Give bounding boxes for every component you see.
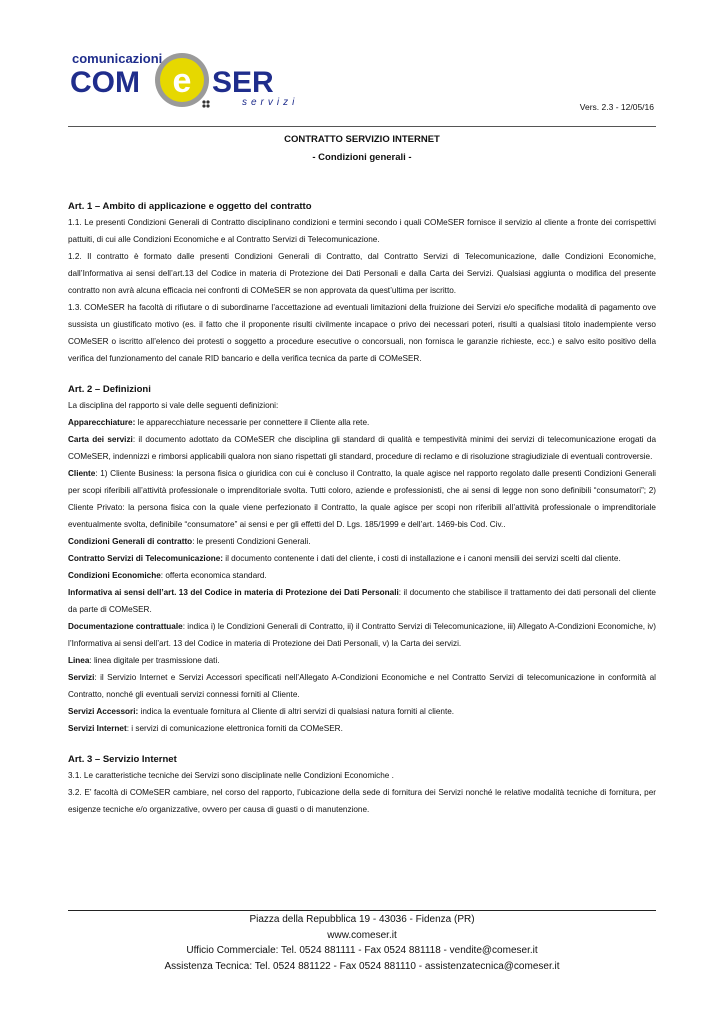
header-divider bbox=[68, 126, 656, 127]
logo-top-text: comunicazioni bbox=[72, 51, 163, 66]
art3-p2: 3.2. E’ facoltà di COMeSER cambiare, nel corso del rapporto, l’ubicazione della sede di fornitura dei Servizi nonché le relative modalità tecniche di fornitura, per esigenze tecniche e/o organizzative, ovvero per causa di guasti o di manutenzione. bbox=[68, 788, 656, 814]
document-subtitle: - Condizioni generali - bbox=[312, 152, 412, 163]
logo-sub-text: servizi bbox=[242, 97, 299, 108]
art3-p1: 3.1. Le caratteristiche tecniche dei Servizi sono disciplinate nelle Condizioni Economiche . bbox=[68, 771, 394, 780]
footer-website: www.comeser.it bbox=[327, 929, 397, 941]
definition-item: Documentazione contrattuale: indica i) le Condizioni Generali di Contratto, ii) il Contratto Servizi di Telecomunicazione, iii) Allegato A-Condizioni Economiche, iv) l’Informativa ai sensi dell’art. 13 del Codice in materia di Protezione dei Dati Personali, v) la Carta dei servizi. bbox=[68, 622, 656, 648]
definition-item: Servizi: il Servizio Internet e Servizi Accessori specificati nell’Allegato A-Condizioni Economiche e nel Contratto Servizi di telecomunicazione in conformità al Contratto, nonché gli eventuali servizi connessi forniti al Cliente. bbox=[68, 673, 656, 699]
definition-item: Contratto Servizi di Telecomunicazione: il documento contenente i dati del cliente, i costi di installazione e i canoni mensili dei servizi scelti dal cliente. bbox=[68, 554, 621, 563]
art1-p3: 1.3. COMeSER ha facoltà di rifiutare o di subordinarne l’accettazione ad eventuali limitazioni della fruizione dei Servizi e/o specifiche modalità di pagamento ove sussista un giustificato motivo (es. il fatto che il proponente risulti civilmente incapace o privo dei necessari poteri, risulti a qualsiasi titolo inadempiente verso COMeSER o iscritto all’elenco dei protesti o soggetto a procedure esecutive o concorsuali, non fornisca le garanzie richieste, ecc.) e salvo esito positivo della verifica del funzionamento del canale RID bancario e della verifica tecnica da parte di COMeSER. bbox=[68, 303, 656, 363]
art2-heading: Art. 2 – Definizioni bbox=[68, 384, 151, 395]
logo-com-text: COM bbox=[70, 66, 140, 99]
art1-p1: 1.1. Le presenti Condizioni Generali di Contratto disciplinano condizioni e termini secondo i quali COMeSER fornisce il servizio al cliente a fronte dei corrispettivi pattuiti, di cui alle Condizioni Economiche e al Contratto Servizi di Telecomunicazione. bbox=[68, 218, 656, 244]
definition-item: Cliente: 1) Cliente Business: la persona fisica o giuridica con cui è concluso il Contratto, la quale agisce nel rapporto regolato dalle presenti Condizioni Generali per scopi riferibili all’attività professionale o imprenditoriale svolta. Tutti coloro, aziende e professionisti, che ai sensi di legge non sono definibili “consumatori”; 2) Cliente Privato: la persona fisica con la quale viene perfezionato il Contratto, la quale agisce per scopi non riferibili all’attività professionale o imprenditoriale eventualmente svolta, definibile “consumatore” ai sensi e per gli effetti del D. Lgs. 185/1999 e dell’art. 1469-bis Cod. Civ.. bbox=[68, 469, 656, 529]
art2-intro: La disciplina del rapporto si vale delle seguenti definizioni: bbox=[68, 401, 279, 410]
contract-body bbox=[68, 200, 656, 818]
definition-item: Linea: linea digitale per trasmissione dati. bbox=[68, 656, 220, 665]
art1-p2: 1.2. Il contratto è formato dalle presenti Condizioni Generali di Contratto, dal Contratto Servizi di Telecomunicazione, dalle Condizioni Economiche, dall’Informativa ai sensi dell’art.13 del Codice in materia di Protezione dei Dati Personali e dalla Carta dei Servizi. Qualsiasi aggiunta o modifica del presente contratto non avrà alcuna efficacia nei confronti di COMeSER se non approvata da quest’ultima per iscritto. bbox=[68, 252, 656, 295]
definition-item: Apparecchiature: le apparecchiature necessarie per connettere il Cliente alla rete. bbox=[68, 418, 370, 427]
definition-item: Servizi Internet: i servizi di comunicazione elettronica forniti da COMeSER. bbox=[68, 724, 343, 733]
footer-sales-contacts: Ufficio Commerciale: Tel. 0524 881111 - Fax 0524 881118 - vendite@comeser.it bbox=[186, 945, 538, 956]
document-title: CONTRATTO SERVIZIO INTERNET bbox=[284, 134, 440, 145]
definition-item: Condizioni Generali di contratto: le presenti Condizioni Generali. bbox=[68, 537, 311, 546]
footer-address: Piazza della Repubblica 19 - 43036 - Fidenza (PR) bbox=[249, 914, 475, 925]
logo-ser-text: SER bbox=[212, 66, 274, 99]
definition-item: Condizioni Economiche: offerta economica standard. bbox=[68, 571, 267, 580]
logo-e-text: e bbox=[172, 62, 192, 100]
definition-item: Informativa ai sensi dell’art. 13 del Codice in materia di Protezione dei Dati Personali: il documento che stabilisce il trattamento dei dati personali del cliente da parte di COMeSER. bbox=[68, 588, 656, 614]
art1-heading: Art. 1 – Ambito di applicazione e oggetto del contratto bbox=[68, 201, 312, 212]
footer bbox=[0, 912, 724, 974]
version-label: Vers. 2.3 - 12/05/16 bbox=[579, 102, 654, 112]
footer-divider bbox=[68, 910, 656, 911]
art3-heading: Art. 3 – Servizio Internet bbox=[68, 754, 177, 765]
definition-item: Carta dei servizi: il documento adottato da COMeSER che disciplina gli standard di qualità e tempestività minimi dei servizi di telecomunicazione erogati da COMeSER, indennizzi e rimborsi applicabili qualora non siano rispettati gli standard, procedure di reclamo e di risoluzione stragiudiziale di eventuali controversie. bbox=[68, 435, 656, 461]
definition-item: Servizi Accessori: indica la eventuale fornitura al Cliente di altri servizi di qualsiasi natura forniti al cliente. bbox=[68, 707, 455, 716]
footer-support-contacts: Assistenza Tecnica: Tel. 0524 881122 - Fax 0524 881110 - assistenzatecnica@comeser.it bbox=[164, 960, 560, 972]
comeser-logo bbox=[70, 50, 310, 112]
